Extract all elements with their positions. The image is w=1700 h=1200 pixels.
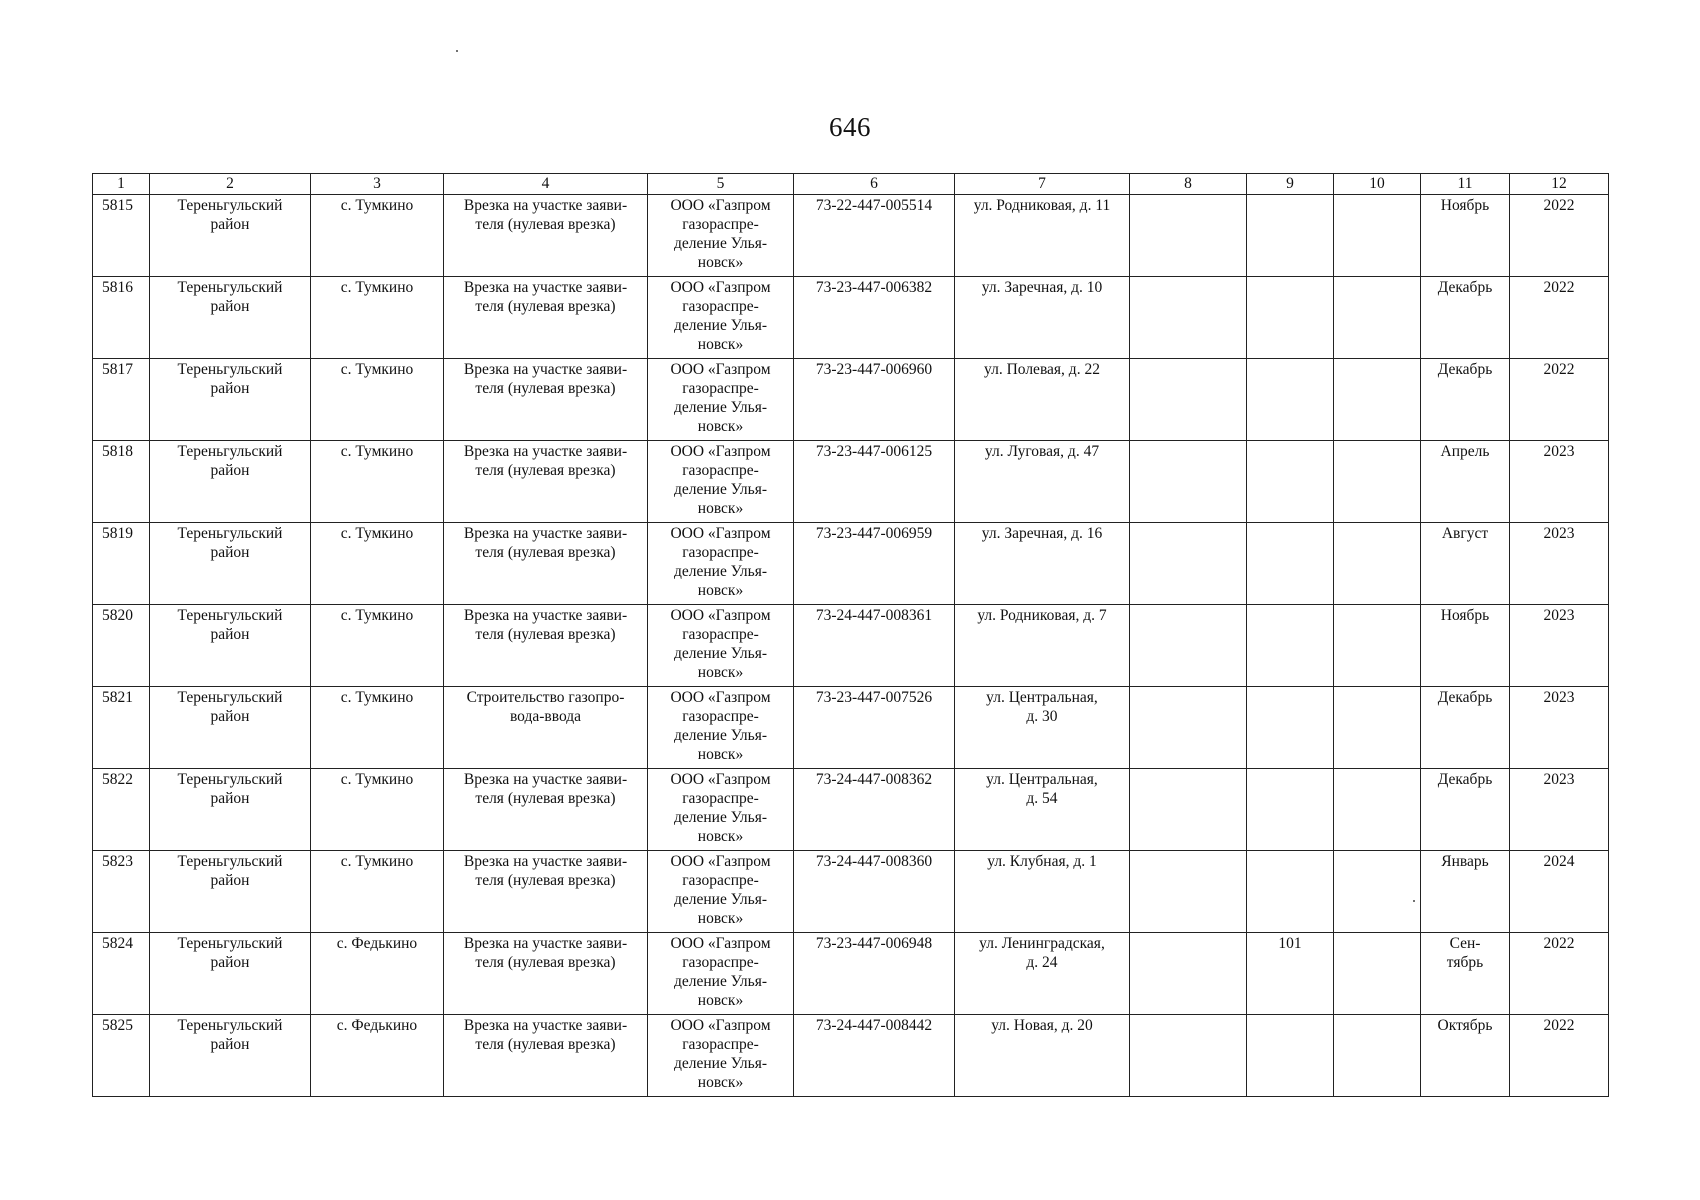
- table-row: [93, 523, 1609, 605]
- scan-speck: [456, 50, 458, 52]
- organization-cell: ООО «Газпром газораспре- деление Улья- новск»: [648, 851, 794, 933]
- column-10-cell: [1334, 769, 1421, 851]
- object-code-cell: 73-24-447-008442: [794, 1015, 955, 1097]
- column-9-cell: [1247, 605, 1334, 687]
- object-code-cell: 73-23-447-006382: [794, 277, 955, 359]
- column-10-cell: [1334, 195, 1421, 277]
- organization-cell: ООО «Газпром газораспре- деление Улья- новск»: [648, 769, 794, 851]
- district-cell: Тереньгульский район: [150, 441, 311, 523]
- column-10-cell: [1334, 523, 1421, 605]
- work-type-cell: Строительство газопро- вода-ввода: [444, 687, 648, 769]
- object-code-cell: 73-23-447-006125: [794, 441, 955, 523]
- month-cell: Сен- тябрь: [1421, 933, 1510, 1015]
- address-cell: ул. Новая, д. 20: [955, 1015, 1130, 1097]
- address-cell: ул. Центральная, д. 30: [955, 687, 1130, 769]
- object-code-cell: 73-24-447-008362: [794, 769, 955, 851]
- address-cell: ул. Заречная, д. 10: [955, 277, 1130, 359]
- address-cell: ул. Луговая, д. 47: [955, 441, 1130, 523]
- settlement-cell: с. Федькино: [311, 1015, 444, 1097]
- column-10-cell: [1334, 441, 1421, 523]
- settlement-cell: с. Тумкино: [311, 441, 444, 523]
- year-cell: 2022: [1510, 1015, 1609, 1097]
- column-9-cell: [1247, 523, 1334, 605]
- row-number-cell: 5822: [93, 769, 150, 851]
- settlement-cell: с. Тумкино: [311, 605, 444, 687]
- column-9-cell: 101: [1247, 933, 1334, 1015]
- table-row: [93, 687, 1609, 769]
- column-9-cell: [1247, 359, 1334, 441]
- object-code-cell: 73-22-447-005514: [794, 195, 955, 277]
- month-cell: Август: [1421, 523, 1510, 605]
- page-number: 646: [829, 112, 871, 142]
- settlement-cell: с. Тумкино: [311, 523, 444, 605]
- column-10-cell: [1334, 1015, 1421, 1097]
- address-cell: ул. Ленинградская, д. 24: [955, 933, 1130, 1015]
- row-number-cell: 5815: [93, 195, 150, 277]
- year-cell: 2024: [1510, 851, 1609, 933]
- district-cell: Тереньгульский район: [150, 1015, 311, 1097]
- table-row: [93, 851, 1609, 933]
- column-header-9: 9: [1247, 174, 1334, 195]
- column-9-cell: [1247, 851, 1334, 933]
- organization-cell: ООО «Газпром газораспре- деление Улья- новск»: [648, 195, 794, 277]
- column-header-8: 8: [1130, 174, 1247, 195]
- row-number-cell: 5825: [93, 1015, 150, 1097]
- settlement-cell: с. Федькино: [311, 933, 444, 1015]
- object-code-cell: 73-23-447-006959: [794, 523, 955, 605]
- table-row: [93, 1015, 1609, 1097]
- work-type-cell: Врезка на участке заяви- теля (нулевая врезка): [444, 605, 648, 687]
- table-row: [93, 277, 1609, 359]
- column-9-cell: [1247, 277, 1334, 359]
- register-table: [92, 173, 1609, 1097]
- work-type-cell: Врезка на участке заяви- теля (нулевая врезка): [444, 851, 648, 933]
- header-row: [93, 174, 1609, 195]
- table-body: [93, 195, 1609, 1097]
- month-cell: Декабрь: [1421, 359, 1510, 441]
- column-10-cell: [1334, 605, 1421, 687]
- settlement-cell: с. Тумкино: [311, 195, 444, 277]
- column-8-cell: [1130, 851, 1247, 933]
- column-10-cell: [1334, 933, 1421, 1015]
- column-8-cell: [1130, 605, 1247, 687]
- district-cell: Тереньгульский район: [150, 605, 311, 687]
- organization-cell: ООО «Газпром газораспре- деление Улья- новск»: [648, 441, 794, 523]
- year-cell: 2022: [1510, 359, 1609, 441]
- address-cell: ул. Полевая, д. 22: [955, 359, 1130, 441]
- object-code-cell: 73-24-447-008360: [794, 851, 955, 933]
- month-cell: Декабрь: [1421, 277, 1510, 359]
- year-cell: 2022: [1510, 195, 1609, 277]
- object-code-cell: 73-24-447-008361: [794, 605, 955, 687]
- column-header-7: 7: [955, 174, 1130, 195]
- settlement-cell: с. Тумкино: [311, 277, 444, 359]
- work-type-cell: Врезка на участке заяви- теля (нулевая врезка): [444, 523, 648, 605]
- column-header-4: 4: [444, 174, 648, 195]
- column-header-3: 3: [311, 174, 444, 195]
- column-10-cell: [1334, 851, 1421, 933]
- column-9-cell: [1247, 441, 1334, 523]
- column-9-cell: [1247, 1015, 1334, 1097]
- month-cell: Декабрь: [1421, 769, 1510, 851]
- column-header-5: 5: [648, 174, 794, 195]
- district-cell: Тереньгульский район: [150, 851, 311, 933]
- column-8-cell: [1130, 277, 1247, 359]
- address-cell: ул. Родниковая, д. 7: [955, 605, 1130, 687]
- month-cell: Октябрь: [1421, 1015, 1510, 1097]
- column-8-cell: [1130, 1015, 1247, 1097]
- organization-cell: ООО «Газпром газораспре- деление Улья- новск»: [648, 523, 794, 605]
- district-cell: Тереньгульский район: [150, 769, 311, 851]
- year-cell: 2023: [1510, 523, 1609, 605]
- column-header-11: 11: [1421, 174, 1510, 195]
- object-code-cell: 73-23-447-007526: [794, 687, 955, 769]
- settlement-cell: с. Тумкино: [311, 687, 444, 769]
- district-cell: Тереньгульский район: [150, 523, 311, 605]
- month-cell: Ноябрь: [1421, 605, 1510, 687]
- object-code-cell: 73-23-447-006948: [794, 933, 955, 1015]
- organization-cell: ООО «Газпром газораспре- деление Улья- новск»: [648, 687, 794, 769]
- row-number-cell: 5824: [93, 933, 150, 1015]
- row-number-cell: 5816: [93, 277, 150, 359]
- table-row: [93, 605, 1609, 687]
- column-10-cell: [1334, 359, 1421, 441]
- work-type-cell: Врезка на участке заяви- теля (нулевая врезка): [444, 195, 648, 277]
- table-row: [93, 933, 1609, 1015]
- work-type-cell: Врезка на участке заяви- теля (нулевая врезка): [444, 277, 648, 359]
- work-type-cell: Врезка на участке заяви- теля (нулевая врезка): [444, 933, 648, 1015]
- year-cell: 2023: [1510, 769, 1609, 851]
- table-row: [93, 359, 1609, 441]
- row-number-cell: 5823: [93, 851, 150, 933]
- column-header-2: 2: [150, 174, 311, 195]
- settlement-cell: с. Тумкино: [311, 769, 444, 851]
- work-type-cell: Врезка на участке заяви- теля (нулевая врезка): [444, 1015, 648, 1097]
- district-cell: Тереньгульский район: [150, 933, 311, 1015]
- table-header: [93, 174, 1609, 195]
- month-cell: Апрель: [1421, 441, 1510, 523]
- year-cell: 2023: [1510, 441, 1609, 523]
- row-number-cell: 5821: [93, 687, 150, 769]
- column-9-cell: [1247, 687, 1334, 769]
- column-9-cell: [1247, 195, 1334, 277]
- row-number-cell: 5818: [93, 441, 150, 523]
- row-number-cell: 5820: [93, 605, 150, 687]
- column-10-cell: [1334, 687, 1421, 769]
- year-cell: 2022: [1510, 277, 1609, 359]
- column-8-cell: [1130, 769, 1247, 851]
- settlement-cell: с. Тумкино: [311, 851, 444, 933]
- column-header-12: 12: [1510, 174, 1609, 195]
- column-header-10: 10: [1334, 174, 1421, 195]
- month-cell: Январь: [1421, 851, 1510, 933]
- address-cell: ул. Родниковая, д. 11: [955, 195, 1130, 277]
- organization-cell: ООО «Газпром газораспре- деление Улья- новск»: [648, 605, 794, 687]
- object-code-cell: 73-23-447-006960: [794, 359, 955, 441]
- column-header-6: 6: [794, 174, 955, 195]
- district-cell: Тереньгульский район: [150, 277, 311, 359]
- column-8-cell: [1130, 933, 1247, 1015]
- year-cell: 2022: [1510, 933, 1609, 1015]
- address-cell: ул. Клубная, д. 1: [955, 851, 1130, 933]
- district-cell: Тереньгульский район: [150, 195, 311, 277]
- year-cell: 2023: [1510, 605, 1609, 687]
- row-number-cell: 5817: [93, 359, 150, 441]
- table-row: [93, 195, 1609, 277]
- year-cell: 2023: [1510, 687, 1609, 769]
- month-cell: Декабрь: [1421, 687, 1510, 769]
- column-8-cell: [1130, 359, 1247, 441]
- organization-cell: ООО «Газпром газораспре- деление Улья- новск»: [648, 359, 794, 441]
- column-9-cell: [1247, 769, 1334, 851]
- column-8-cell: [1130, 441, 1247, 523]
- month-cell: Ноябрь: [1421, 195, 1510, 277]
- table-row: [93, 769, 1609, 851]
- work-type-cell: Врезка на участке заяви- теля (нулевая врезка): [444, 441, 648, 523]
- column-8-cell: [1130, 687, 1247, 769]
- work-type-cell: Врезка на участке заяви- теля (нулевая врезка): [444, 769, 648, 851]
- column-8-cell: [1130, 195, 1247, 277]
- settlement-cell: с. Тумкино: [311, 359, 444, 441]
- district-cell: Тереньгульский район: [150, 687, 311, 769]
- row-number-cell: 5819: [93, 523, 150, 605]
- district-cell: Тереньгульский район: [150, 359, 311, 441]
- column-header-1: 1: [93, 174, 150, 195]
- address-cell: ул. Центральная, д. 54: [955, 769, 1130, 851]
- table-row: [93, 441, 1609, 523]
- column-10-cell: [1334, 277, 1421, 359]
- organization-cell: ООО «Газпром газораспре- деление Улья- новск»: [648, 1015, 794, 1097]
- column-8-cell: [1130, 523, 1247, 605]
- organization-cell: ООО «Газпром газораспре- деление Улья- новск»: [648, 277, 794, 359]
- organization-cell: ООО «Газпром газораспре- деление Улья- новск»: [648, 933, 794, 1015]
- work-type-cell: Врезка на участке заяви- теля (нулевая врезка): [444, 359, 648, 441]
- address-cell: ул. Заречная, д. 16: [955, 523, 1130, 605]
